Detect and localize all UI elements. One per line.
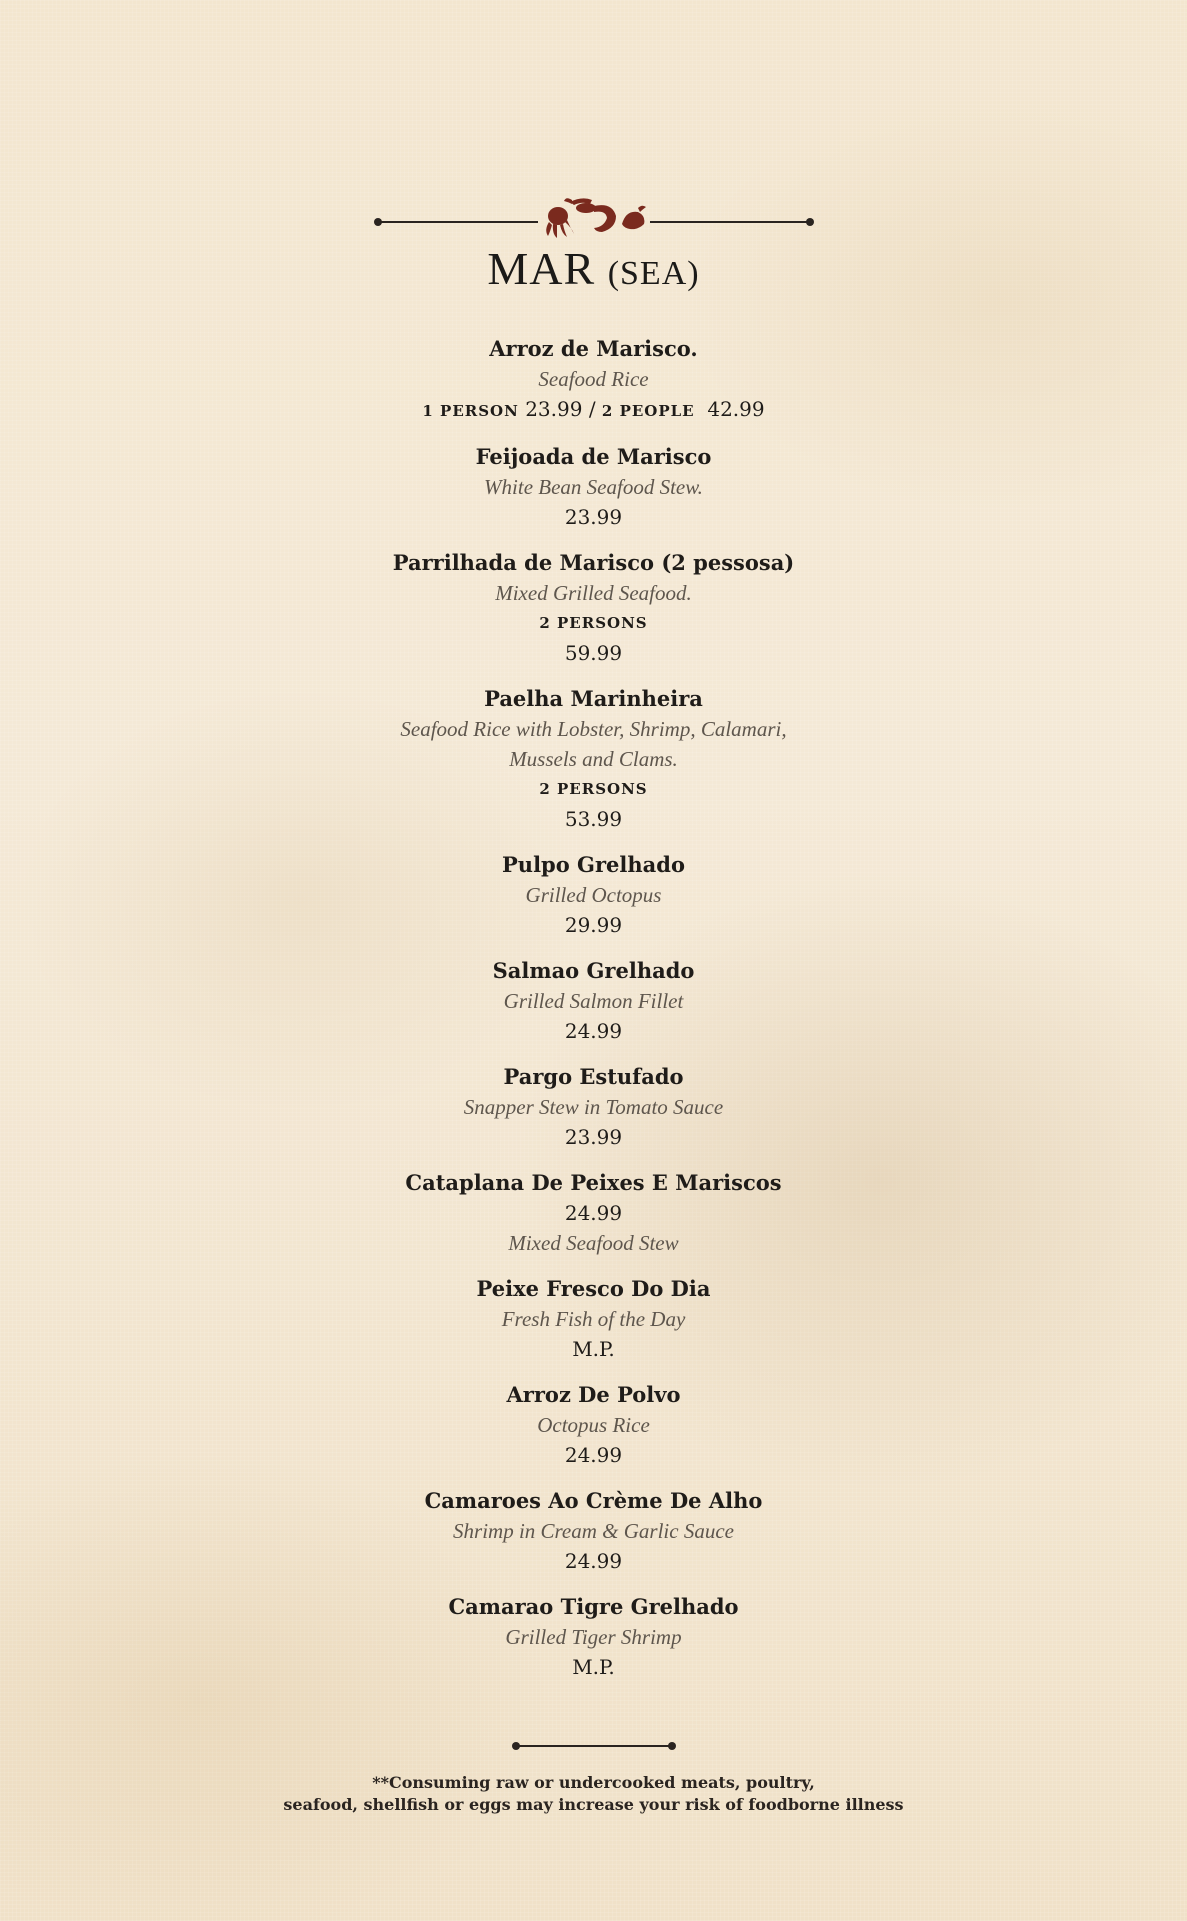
menu-item [0,684,1187,834]
item-name: Camaroes Ao Crème De Alho [424,1488,763,1513]
item-name: Cataplana De Peixes E Mariscos [405,1170,782,1195]
item-description: Fresh Fish of the Day [501,1307,686,1331]
menu-item [0,850,1187,940]
price-label-2: 2 PEOPLE [601,402,695,420]
item-name: Arroz de Marisco. [489,336,698,361]
divider-line [516,1745,672,1747]
menu-item [0,1274,1187,1364]
item-name: Parrilhada de Marisco (2 pessosa) [392,550,795,575]
item-price: 23.99 [564,1125,623,1149]
item-description: Seafood Rice with Lobster, Shrimp, Calamari, [400,717,787,741]
title-main: MAR [487,243,596,294]
item-name: Feijoada de Marisco [475,444,712,469]
menu-list [0,334,1187,1698]
price-value-1: 23.99 [525,397,583,421]
lobster-icon [564,198,596,213]
divider-dot-right [668,1742,676,1750]
item-name: Arroz De Polvo [506,1382,681,1407]
health-disclaimer [0,1772,1187,1816]
shrimp-icon [594,205,616,232]
item-name: Camarao Tigre Grelhado [448,1594,739,1619]
item-price: 24.99 [564,1019,623,1043]
item-description: Snapper Stew in Tomato Sauce [463,1095,724,1119]
menu-item [0,956,1187,1046]
disclaimer-line-1: **Consuming raw or undercooked meats, poultry, [372,1773,815,1792]
ornament-line-right [650,221,810,223]
menu-item [0,1168,1187,1258]
menu-item [0,334,1187,426]
item-name: Pulpo Grelhado [502,852,685,877]
item-name: Pargo Estufado [503,1064,684,1089]
item-description: Grilled Tiger Shrimp [505,1625,682,1649]
item-price: 24.99 [564,1201,623,1225]
item-serving-note: 2 PERSONS [539,780,648,798]
ornament-line-left [378,221,538,223]
item-name: Paelha Marinheira [484,686,703,711]
item-name: Salmao Grelhado [492,958,695,983]
item-description: Mixed Seafood Stew [508,1231,679,1255]
page-title [0,242,1187,295]
item-price: M.P. [572,1337,615,1361]
item-price: 24.99 [564,1443,623,1467]
disclaimer-line-2: seafood, shellfish or eggs may increase your risk of foodborne illness [283,1795,904,1814]
menu-item [0,442,1187,532]
menu-item [0,1592,1187,1682]
seafood-icons [542,194,650,240]
menu-item [0,1486,1187,1576]
item-price: 23.99 [564,505,623,529]
item-price: 53.99 [564,807,623,831]
item-price: 29.99 [564,913,623,937]
menu-item [0,1380,1187,1470]
item-name: Peixe Fresco Do Dia [476,1276,711,1301]
header-ornament [374,190,814,240]
item-description: Shrimp in Cream & Garlic Sauce [453,1519,734,1543]
price-value-2: 42.99 [707,397,765,421]
item-description-line2: Mussels and Clams. [509,747,678,771]
ornament-dot-right [806,218,814,226]
item-price: 59.99 [564,641,623,665]
item-description: Seafood Rice [538,367,649,391]
item-description: Octopus Rice [537,1413,650,1437]
item-description: Mixed Grilled Seafood. [495,581,692,605]
footer-divider [512,1741,676,1751]
price-label-1: 1 PERSON [422,402,519,420]
item-description: Grilled Octopus [525,883,662,907]
octopus-icon [546,207,574,238]
item-serving-note: 2 PERSONS [539,614,648,632]
title-sub: (SEA) [607,255,700,292]
item-price: M.P. [572,1655,615,1679]
item-price [0,394,1187,426]
section-header [0,190,1187,295]
menu-item [0,1062,1187,1152]
item-description: White Bean Seafood Stew. [484,475,703,499]
price-separator: / [588,397,596,421]
item-price: 24.99 [564,1549,623,1573]
menu-item [0,548,1187,668]
item-description: Grilled Salmon Fillet [503,989,684,1013]
clam-icon [622,206,646,229]
